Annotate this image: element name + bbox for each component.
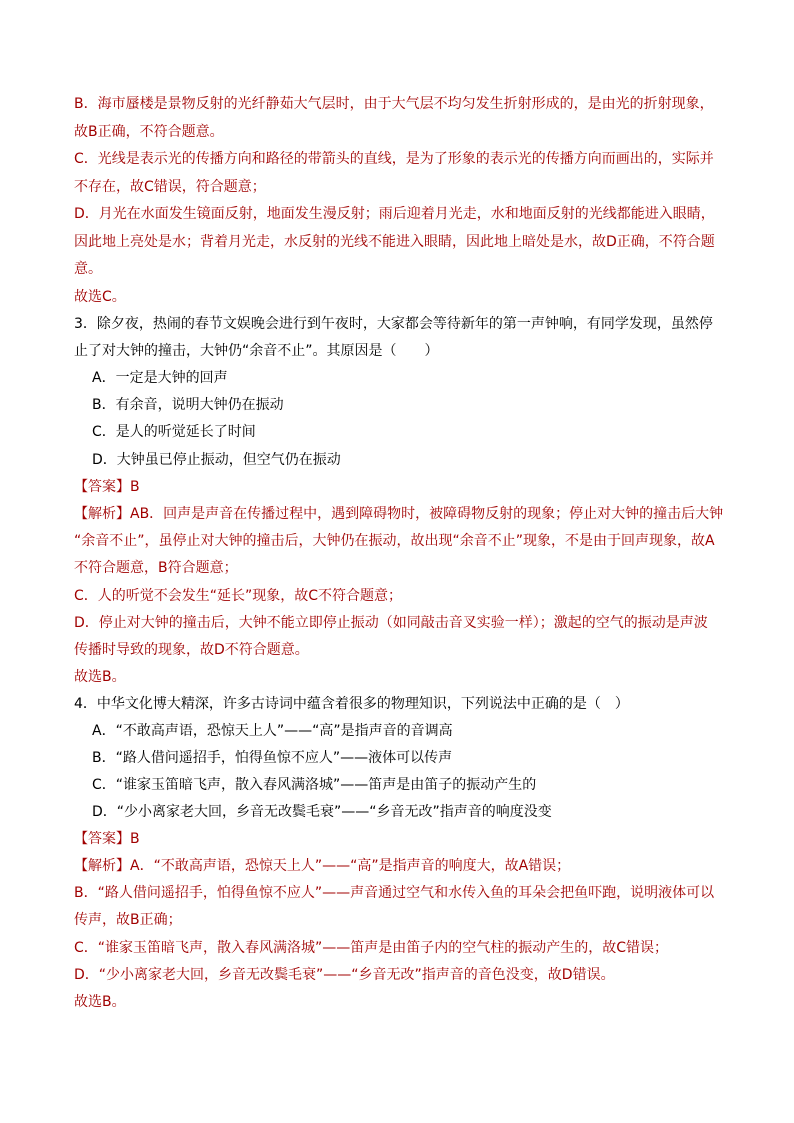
analysis-tag: 【解析】 — [74, 506, 130, 522]
option-c: C．“谁家玉笛暗飞声，散入春风满洛城”——笛声是由笛子的振动产生的 — [92, 777, 537, 793]
question-stem: 3．除夕夜，热闹的春节文娱晚会进行到午夜时，大家都会等待新年的第一声钟响，有同学发现，虽然停 — [74, 316, 713, 332]
option-d: D．大钟虽已停止振动，但空气仍在振动 — [92, 452, 341, 468]
analysis-line: C．光线是表示光的传播方向和路径的带箭头的直线，是为了形象的表示光的传播方向而画出的，实际并 — [74, 151, 714, 167]
answer-line — [74, 477, 140, 497]
analysis-line: 不存在，故C错误，符合题意； — [74, 179, 266, 195]
option-c: C．是人的听觉延长了时间 — [92, 424, 256, 440]
analysis-line: C．人的听觉不会发生“延长”现象，故C不符合题意； — [74, 588, 403, 604]
answer-value: B — [130, 479, 140, 495]
analysis-line: 传播时导致的现象，故D不符合题意。 — [74, 642, 309, 658]
analysis-tag: 【解析】 — [74, 858, 130, 874]
answer-value: B — [130, 831, 140, 847]
analysis-line: 因此地上亮处是水；背着月光走，水反射的光线不能进入眼睛，因此地上暗处是水，故D正确，不符合题 — [74, 234, 715, 250]
answer-tag: 【答案】 — [74, 831, 130, 847]
analysis-line: 传声，故B正确； — [74, 912, 182, 928]
analysis-line: B．海市蜃楼是景物反射的光纤静茹大气层时，由于大气层不均匀发生折射形成的，是由光的折射现象， — [74, 96, 714, 112]
analysis-line: 不符合题意，B符合题意； — [74, 560, 238, 576]
conclusion: 故选C。 — [74, 289, 126, 305]
analysis-line — [74, 504, 723, 524]
analysis-line: “余音不止”，虽停止对大钟的撞击后，大钟仍在振动，故出现“余音不止”现象，不是由于回声现象，故A — [74, 533, 715, 549]
analysis-text: A．“不敢高声语，恐惊天上人”——“高”是指声音的响度大，故A错误； — [130, 858, 571, 874]
analysis-line: D．停止对大钟的撞击后，大钟不能立即停止振动（如同敲击音叉实验一样）；激起的空气的振动是声波 — [74, 615, 708, 631]
analysis-line: D．“少小离家老大回，乡音无改鬓毛衰”——“乡音无改”指声音的音色没变，故D错误。 — [74, 967, 615, 983]
question-stem: 止了对大钟的撞击，大钟仍“余音不止”。其原因是（ ） — [74, 343, 439, 359]
option-d: D．“少小离家老大回，乡音无改鬓毛衰”——“乡音无改”指声音的响度没变 — [92, 804, 552, 820]
analysis-text: AB．回声是声音在传播过程中，遇到障碍物时，被障碍物反射的现象；停止对大钟的撞击后大钟 — [130, 506, 724, 522]
analysis-line: D．月光在水面发生镜面反射，地面发生漫反射；雨后迎着月光走，水和地面反射的光线都能进入眼睛， — [74, 206, 715, 222]
option-b: B．有余音，说明大钟仍在振动 — [92, 397, 284, 413]
answer-tag: 【答案】 — [74, 479, 130, 495]
question-stem: 4．中华文化博大精深，许多古诗词中蕴含着很多的物理知识，下列说法中正确的是（ ） — [74, 696, 629, 712]
analysis-line: 故B正确，不符合题意。 — [74, 124, 224, 140]
option-b: B．“路人借问遥招手，怕得鱼惊不应人”——液体可以传声 — [92, 750, 453, 766]
option-a: A．“不敢高声语，恐惊天上人”——“高”是指声音的音调高 — [92, 723, 453, 739]
conclusion: 故选B。 — [74, 994, 126, 1010]
analysis-line: B．“路人借问遥招手，怕得鱼惊不应人”——声音通过空气和水传入鱼的耳朵会把鱼吓跑，说明液体可以 — [74, 885, 715, 901]
conclusion: 故选B。 — [74, 669, 126, 685]
option-a: A．一定是大钟的回声 — [92, 370, 228, 386]
analysis-line: C．“谁家玉笛暗飞声，散入春风满洛城”——笛声是由笛子内的空气柱的振动产生的，故C错误； — [74, 940, 669, 956]
analysis-line: 意。 — [74, 261, 102, 277]
analysis-line — [74, 856, 570, 876]
answer-line — [74, 829, 140, 849]
